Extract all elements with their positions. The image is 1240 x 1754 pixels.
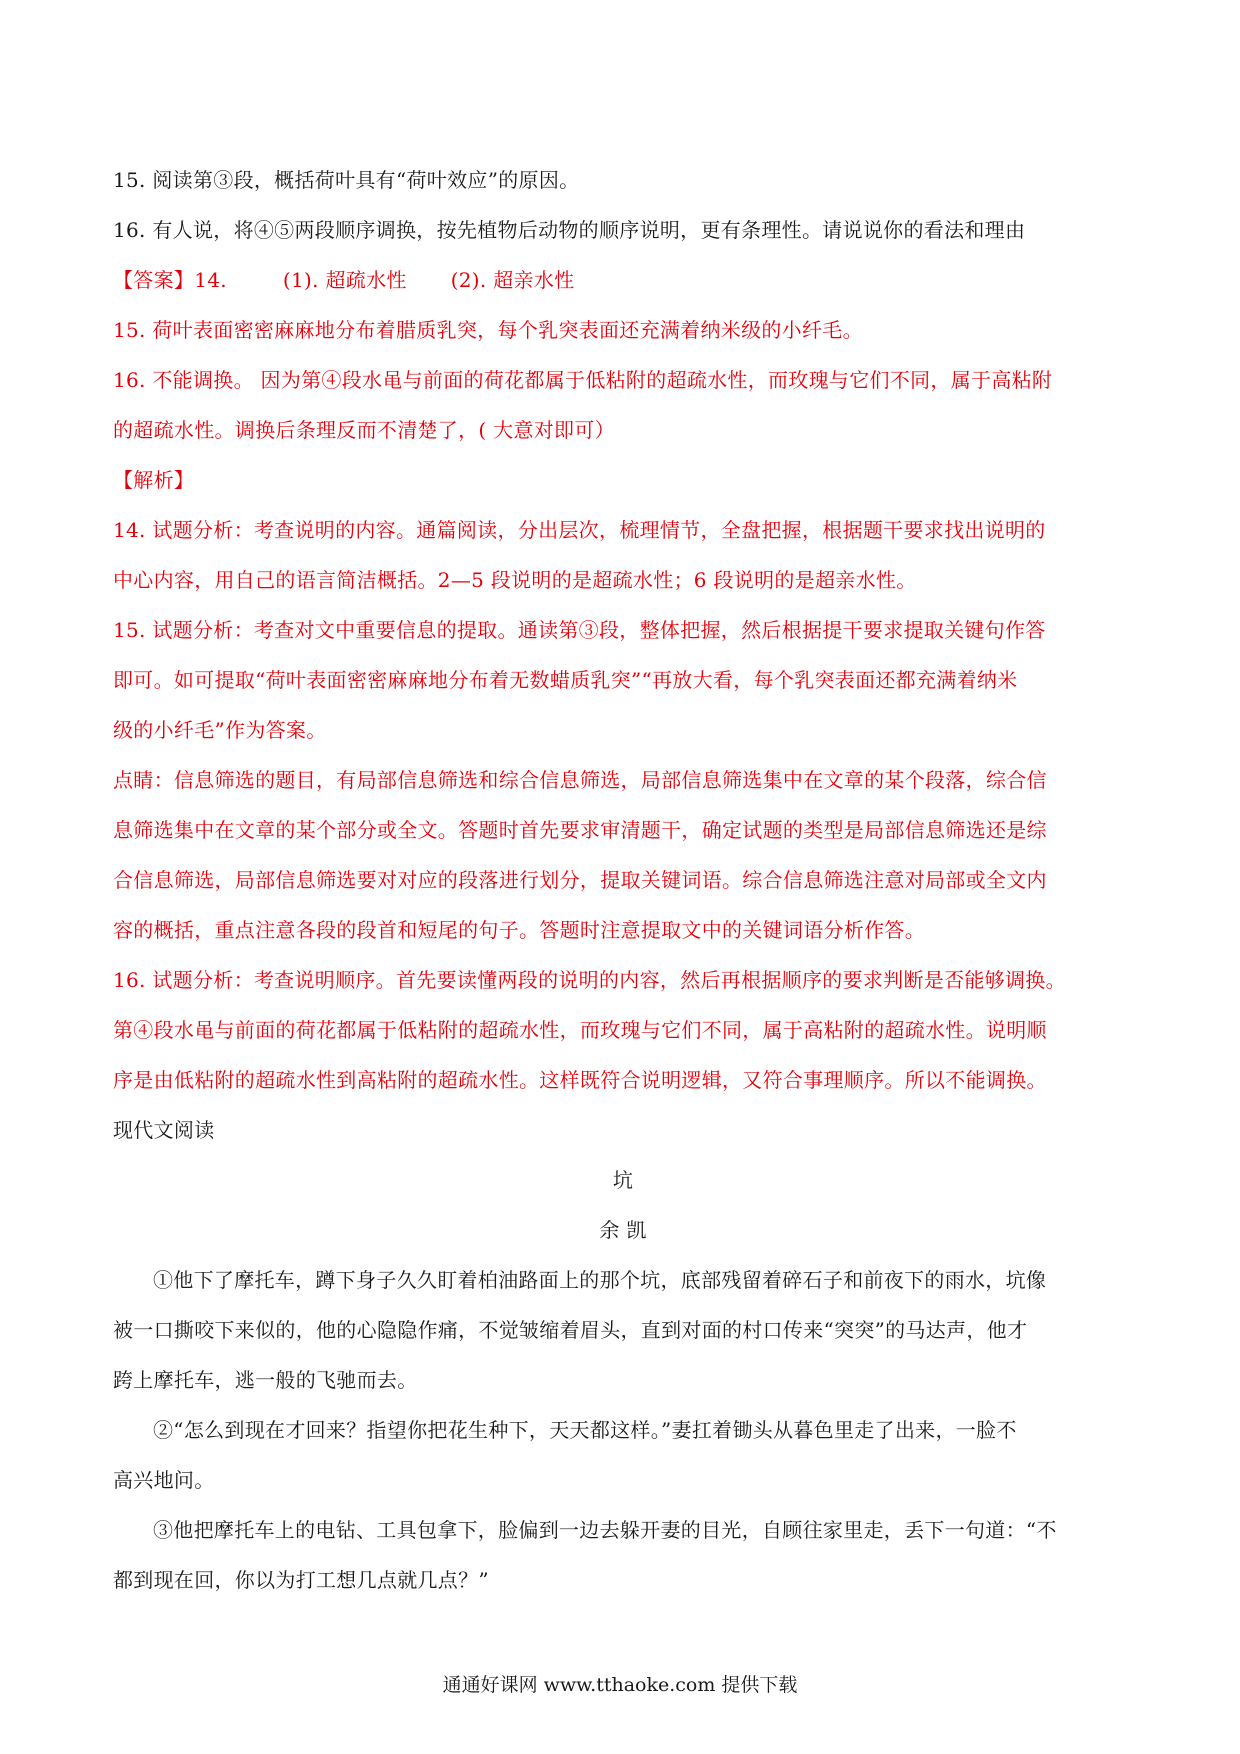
paragraph-3-line2: 都到现在回，你以为打工想几点就几点？” [113, 1568, 489, 1592]
page-footer: 通通好课网 www.tthaoke.com 提供下载 [442, 1674, 798, 1696]
article-author: 余 凯 [599, 1218, 647, 1242]
paragraph-1-line3: 跨上摩托车，逃一般的飞驰而去。 [113, 1368, 418, 1392]
answer-14-number: 14. [194, 268, 227, 292]
analysis-16-line1: 16. 试题分析：考查说明顺序。首先要读懂两段的说明的内容，然后再根据顺序的要求判断是否能够调换。 [113, 968, 1066, 992]
paragraph-1-line2: 被一口撕咬下来似的，他的心隐隐作痛，不觉皱缩着眉头，直到对面的村口传来“突突”的马达声，他才 [113, 1318, 1028, 1342]
paragraph-2-line2: 高兴地问。 [113, 1468, 215, 1492]
answer-14-part2: (2). 超亲水性 [450, 268, 575, 292]
tip-line3: 合信息筛选，局部信息筛选要对对应的段落进行划分，提取关键词语。综合信息筛选注意对局部或全文内 [113, 868, 1047, 892]
answer-16-line1: 16. 不能调换。 因为第④段水黾与前面的荷花都属于低粘附的超疏水性，而玫瑰与它们不同，属于高粘附 [113, 368, 1053, 392]
paragraph-3-line1: ③他把摩托车上的电钻、工具包拿下，脸偏到一边去躲开妻的目光，自顾往家里走，丢下一句道：“不 [153, 1518, 1057, 1542]
tip-line1: 点睛：信息筛选的题目，有局部信息筛选和综合信息筛选，局部信息筛选集中在文章的某个段落，综合信 [113, 768, 1047, 792]
analysis-15-line1: 15. 试题分析：考查对文中重要信息的提取。通读第③段，整体把握，然后根据提干要求提取关键句作答 [113, 618, 1046, 642]
paragraph-2-line1: ②“怎么到现在才回来？指望你把花生种下，天天都这样。”妻扛着锄头从暮色里走了出来，一脸不 [153, 1418, 1017, 1442]
analysis-16-line3: 序是由低粘附的超疏水性到高粘附的超疏水性。这样既符合说明逻辑，又符合事理顺序。所以不能调换。 [113, 1068, 1047, 1092]
question-16: 16. 有人说，将④⑤两段顺序调换，按先植物后动物的顺序说明，更有条理性。请说说你的看法和理由 [113, 218, 1026, 242]
tip-line2: 息筛选集中在文章的某个部分或全文。答题时首先要求审清题干，确定试题的类型是局部信息筛选还是综 [113, 818, 1047, 842]
answer-label: 【答案】 [113, 268, 195, 292]
analysis-15-line3: 级的小纤毛”作为答案。 [113, 718, 327, 742]
paragraph-1-line1: ①他下了摩托车，蹲下身子久久盯着柏油路面上的那个坑，底部残留着碎石子和前夜下的雨水，坑像 [153, 1268, 1047, 1292]
answer-14-part1: (1). 超疏水性 [282, 268, 407, 292]
question-15: 15. 阅读第③段，概括荷叶具有“荷叶效应”的原因。 [113, 168, 580, 192]
analysis-14-line2: 中心内容，用自己的语言简洁概括。2—5 段说明的是超疏水性；6 段说明的是超亲水性。 [113, 568, 917, 592]
analysis-label: 【解析】 [113, 468, 195, 492]
answer-14 [113, 255, 1133, 305]
answer-15: 15. 荷叶表面密密麻麻地分布着腊质乳突，每个乳突表面还充满着纳米级的小纤毛。 [113, 318, 863, 342]
tip-line4: 容的概括，重点注意各段的段首和短尾的句子。答题时注意提取文中的关键词语分析作答。 [113, 918, 925, 942]
analysis-14-line1: 14. 试题分析：考查说明的内容。通篇阅读，分出层次，梳理情节，全盘把握，根据题干要求找出说明的 [113, 518, 1046, 542]
section-heading: 现代文阅读 [113, 1118, 215, 1142]
page-content [113, 155, 1133, 1605]
answer-16-line2: 的超疏水性。调换后条理反而不清楚了，( 大意对即可） [113, 418, 615, 442]
article-title: 坑 [612, 1168, 634, 1192]
analysis-16-line2: 第④段水黾与前面的荷花都属于低粘附的超疏水性，而玫瑰与它们不同，属于高粘附的超疏水性。说明顺 [113, 1018, 1047, 1042]
analysis-15-line2: 即可。如可提取“荷叶表面密密麻麻地分布着无数蜡质乳突”“再放大看，每个乳突表面还都充满着纳米 [113, 668, 1018, 692]
